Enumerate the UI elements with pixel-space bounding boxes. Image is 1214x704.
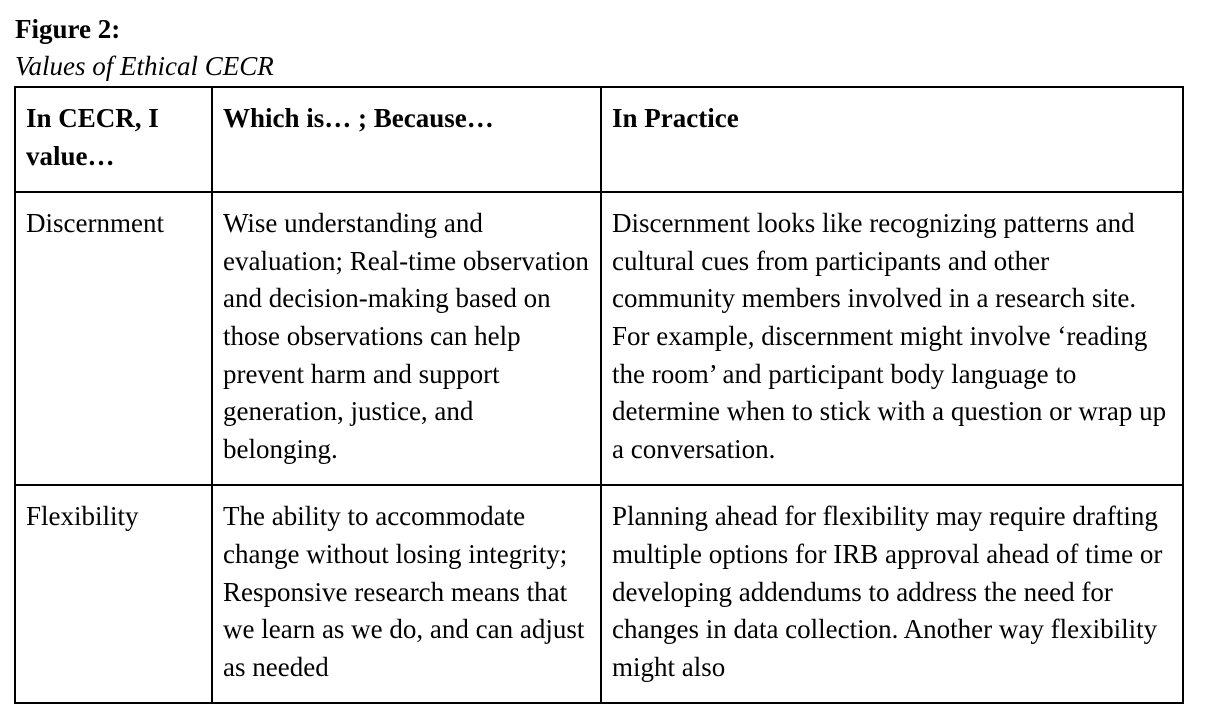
column-header-value: In CECR, I value…	[15, 87, 212, 192]
row-in-practice-cell: Planning ahead for flexibility may require drafting multiple options for IRB approval ahead of time or developing addendums to address the need for changes in data collection. Another way flexibility might also	[601, 485, 1183, 703]
column-header-in-practice: In Practice	[601, 87, 1183, 192]
column-header-which-because: Which is… ; Because…	[212, 87, 601, 192]
row-value-cell: Flexibility	[15, 485, 212, 703]
table-header-row	[15, 87, 1183, 192]
figure-label: Figure 2:	[15, 14, 121, 44]
table-row	[15, 485, 1183, 703]
table-row	[15, 192, 1183, 485]
row-in-practice-cell: Discernment looks like recognizing patterns and cultural cues from participants and other community members involved in a research site. For example, discernment might involve ‘reading the room’ and participant body language to determine when to stick with a question or wrap up a conversation.	[601, 192, 1183, 485]
figure-caption: Values of Ethical CECR	[15, 51, 274, 81]
row-value-cell: Discernment	[15, 192, 212, 485]
row-which-because-cell: Wise understanding and evaluation; Real-time observation and decision-making based on those observations can help prevent harm and support generation, justice, and belonging.	[212, 192, 601, 485]
values-table	[14, 86, 1184, 704]
row-which-because-cell: The ability to accommodate change without losing integrity; Responsive research means that we learn as we do, and can adjust as needed	[212, 485, 601, 703]
